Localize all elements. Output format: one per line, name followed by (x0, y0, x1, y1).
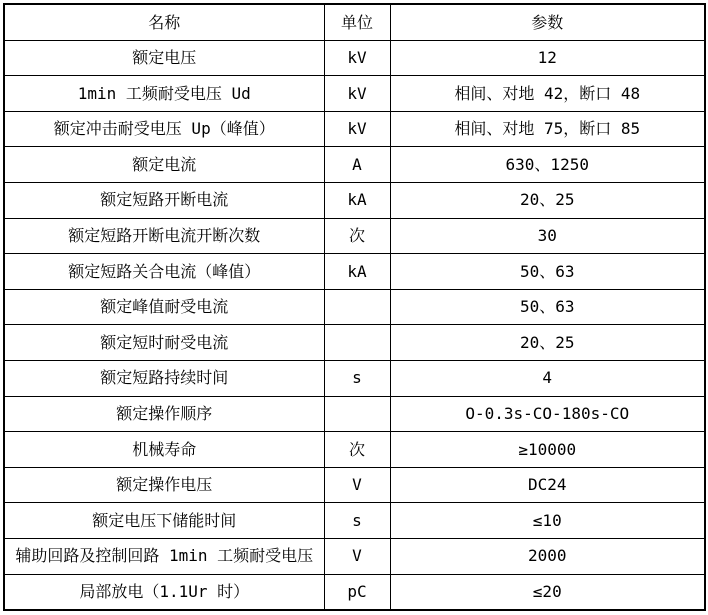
name-cell: 辅助回路及控制回路 1min 工频耐受电压 (4, 538, 324, 574)
table-row (4, 325, 705, 361)
value-cell: ≤10 (390, 503, 705, 539)
name-cell: 额定短时耐受电流 (4, 325, 324, 361)
unit-cell: kA (324, 254, 390, 290)
unit-cell (324, 396, 390, 432)
unit-cell: s (324, 503, 390, 539)
name-cell: 1min 工频耐受电压 Ud (4, 76, 324, 112)
table-row (4, 467, 705, 503)
value-cell: 630、1250 (390, 147, 705, 183)
table-row (4, 218, 705, 254)
name-cell: 额定电压下储能时间 (4, 503, 324, 539)
unit-cell: 次 (324, 218, 390, 254)
table-row (4, 289, 705, 325)
value-cell: 相间、对地 42，断口 48 (390, 76, 705, 112)
value-cell: DC24 (390, 467, 705, 503)
table-row (4, 432, 705, 468)
table-row (4, 40, 705, 76)
value-cell: 4 (390, 360, 705, 396)
table-row (4, 182, 705, 218)
name-cell: 额定操作顺序 (4, 396, 324, 432)
name-cell: 额定短路开断电流开断次数 (4, 218, 324, 254)
unit-cell: s (324, 360, 390, 396)
unit-cell: 次 (324, 432, 390, 468)
unit-cell: kV (324, 111, 390, 147)
unit-cell: kA (324, 182, 390, 218)
unit-cell: pC (324, 574, 390, 610)
table-row (4, 254, 705, 290)
value-cell: 20、25 (390, 182, 705, 218)
table-row (4, 538, 705, 574)
value-cell: 相间、对地 75，断口 85 (390, 111, 705, 147)
name-cell: 额定短路开断电流 (4, 182, 324, 218)
unit-cell (324, 289, 390, 325)
name-cell: 额定电压 (4, 40, 324, 76)
value-cell: 20、25 (390, 325, 705, 361)
value-cell: 12 (390, 40, 705, 76)
header-value: 参数 (390, 4, 705, 40)
name-cell: 额定冲击耐受电压 Up（峰值） (4, 111, 324, 147)
unit-cell: V (324, 538, 390, 574)
value-cell: 30 (390, 218, 705, 254)
table-row (4, 111, 705, 147)
name-cell: 额定短路关合电流（峰值） (4, 254, 324, 290)
header-unit: 单位 (324, 4, 390, 40)
table-row (4, 396, 705, 432)
table-row (4, 574, 705, 610)
table-row (4, 76, 705, 112)
name-cell: 额定电流 (4, 147, 324, 183)
spec-table (3, 3, 706, 611)
table-row (4, 503, 705, 539)
value-cell: 50、63 (390, 289, 705, 325)
value-cell: ≥10000 (390, 432, 705, 468)
unit-cell: V (324, 467, 390, 503)
unit-cell: kV (324, 76, 390, 112)
value-cell: O-0.3s-CO-180s-CO (390, 396, 705, 432)
unit-cell: A (324, 147, 390, 183)
table-header-row (4, 4, 705, 40)
name-cell: 机械寿命 (4, 432, 324, 468)
name-cell: 额定短路持续时间 (4, 360, 324, 396)
spec-table-body (4, 40, 705, 610)
value-cell: ≤20 (390, 574, 705, 610)
header-name: 名称 (4, 4, 324, 40)
name-cell: 局部放电（1.1Ur 时） (4, 574, 324, 610)
unit-cell: kV (324, 40, 390, 76)
value-cell: 50、63 (390, 254, 705, 290)
table-row (4, 360, 705, 396)
table-row (4, 147, 705, 183)
unit-cell (324, 325, 390, 361)
name-cell: 额定峰值耐受电流 (4, 289, 324, 325)
value-cell: 2000 (390, 538, 705, 574)
name-cell: 额定操作电压 (4, 467, 324, 503)
